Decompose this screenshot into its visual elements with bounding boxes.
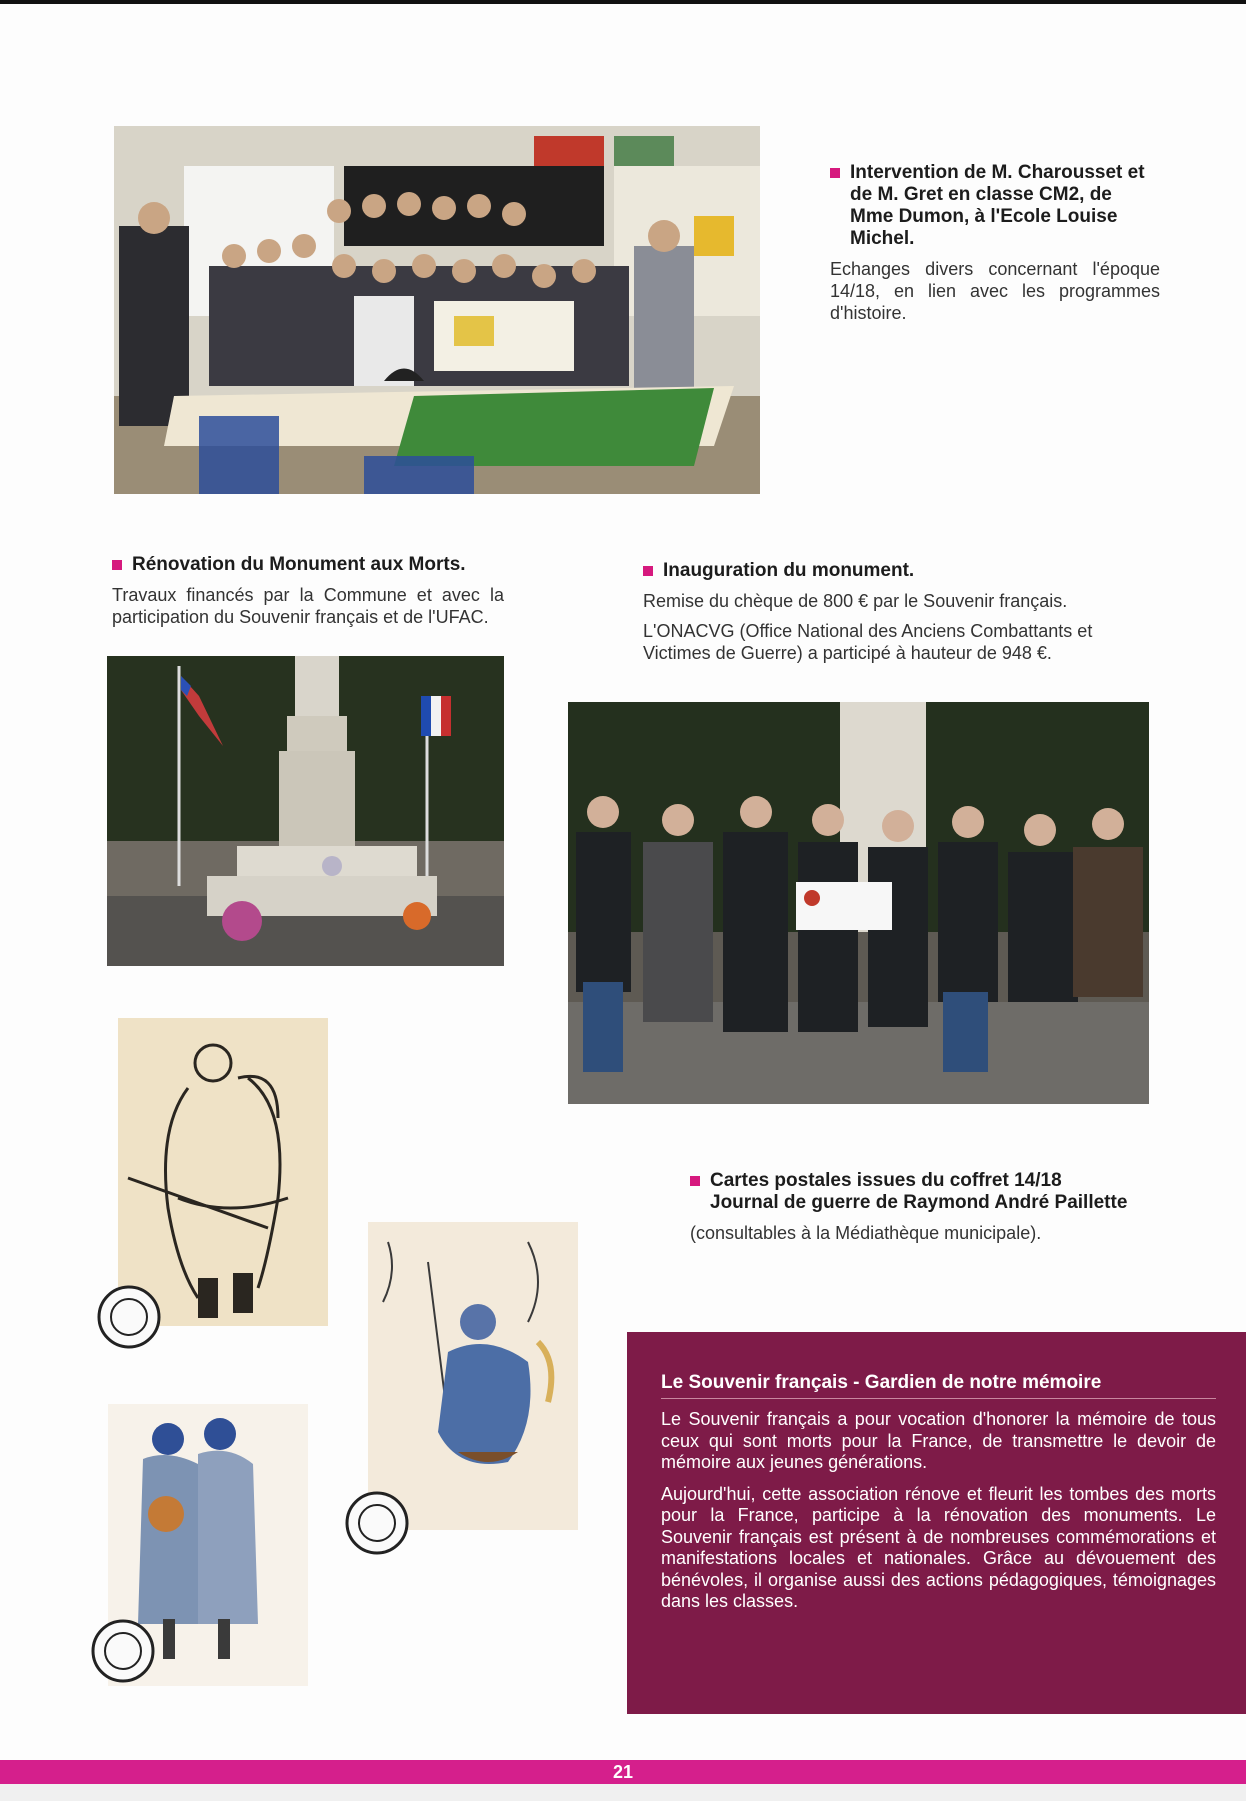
classroom-text: Echanges divers concernant l'époque 14/18, en lien avec les programmes d'histoire. [830, 259, 1160, 323]
library-stamp-icon [344, 1490, 410, 1556]
library-stamp-icon [90, 1618, 156, 1684]
souvenir-box-paragraph-2: Aujourd'hui, cette association rénove et fleurit les tombes des morts pour la France, participe à la rénovation des monuments. Le Souvenir français est présent à de nombreuses commémorations et manifestations locales et nationales. Grâce au dévouement des bénévoles, il organise aussi des actions pédagogiques, témoignages dans les classes. [661, 1483, 1216, 1611]
inauguration-photo [568, 702, 1149, 1104]
bullet-icon [690, 1176, 700, 1186]
inauguration-caption [643, 560, 1093, 664]
souvenir-box-title: Le Souvenir français - Gardien de notre mémoire [661, 1372, 1216, 1399]
inauguration-heading [643, 560, 1093, 582]
renovation-heading-text: Rénovation du Monument aux Morts. [132, 554, 466, 575]
postcards-heading [690, 1170, 1130, 1214]
top-rule [0, 0, 1246, 4]
bullet-icon [643, 566, 653, 576]
bullet-icon [830, 168, 840, 178]
postcards-heading-text: Cartes postales issues du coffret 14/18 Journal de guerre de Raymond André Paillette [710, 1170, 1128, 1213]
souvenir-francais-box [627, 1332, 1246, 1714]
postcards-caption [690, 1170, 1130, 1244]
classroom-heading-text: Intervention de M. Charousset et de M. Gret en classe CM2, de Mme Dumon, à l'Ecole Louise Michel. [850, 162, 1145, 249]
souvenir-box-paragraph-1: Le Souvenir français a pour vocation d'honorer la mémoire de tous ceux qui sont morts pour la France, de transmettre le devoir de mémoire aux jeunes générations. [661, 1409, 1216, 1472]
inauguration-text-2: L'ONACVG (Office National des Anciens Combattants et Victimes de Guerre) a participé à hauteur de 948 €. [643, 621, 1093, 663]
renovation-caption [112, 554, 504, 628]
postcard-crouching-soldier [368, 1222, 578, 1530]
monument-photo [107, 656, 504, 966]
footer-strip [0, 1784, 1246, 1801]
inauguration-heading-text: Inauguration du monument. [663, 560, 915, 581]
renovation-heading [112, 554, 504, 576]
inauguration-text-1: Remise du chèque de 800 € par le Souvenir français. [643, 591, 1068, 611]
page-number: 21 [612, 1762, 634, 1782]
postcard-soldier-sketch [118, 1018, 328, 1326]
classroom-heading [830, 162, 1160, 250]
postcards-text: (consultables à la Médiathèque municipale). [690, 1223, 1042, 1243]
classroom-photo [114, 126, 760, 494]
bullet-icon [112, 560, 122, 570]
library-stamp-icon [96, 1284, 162, 1350]
renovation-text: Travaux financés par la Commune et avec la participation du Souvenir français et de l'UFAC. [112, 585, 504, 627]
classroom-caption [830, 162, 1160, 324]
